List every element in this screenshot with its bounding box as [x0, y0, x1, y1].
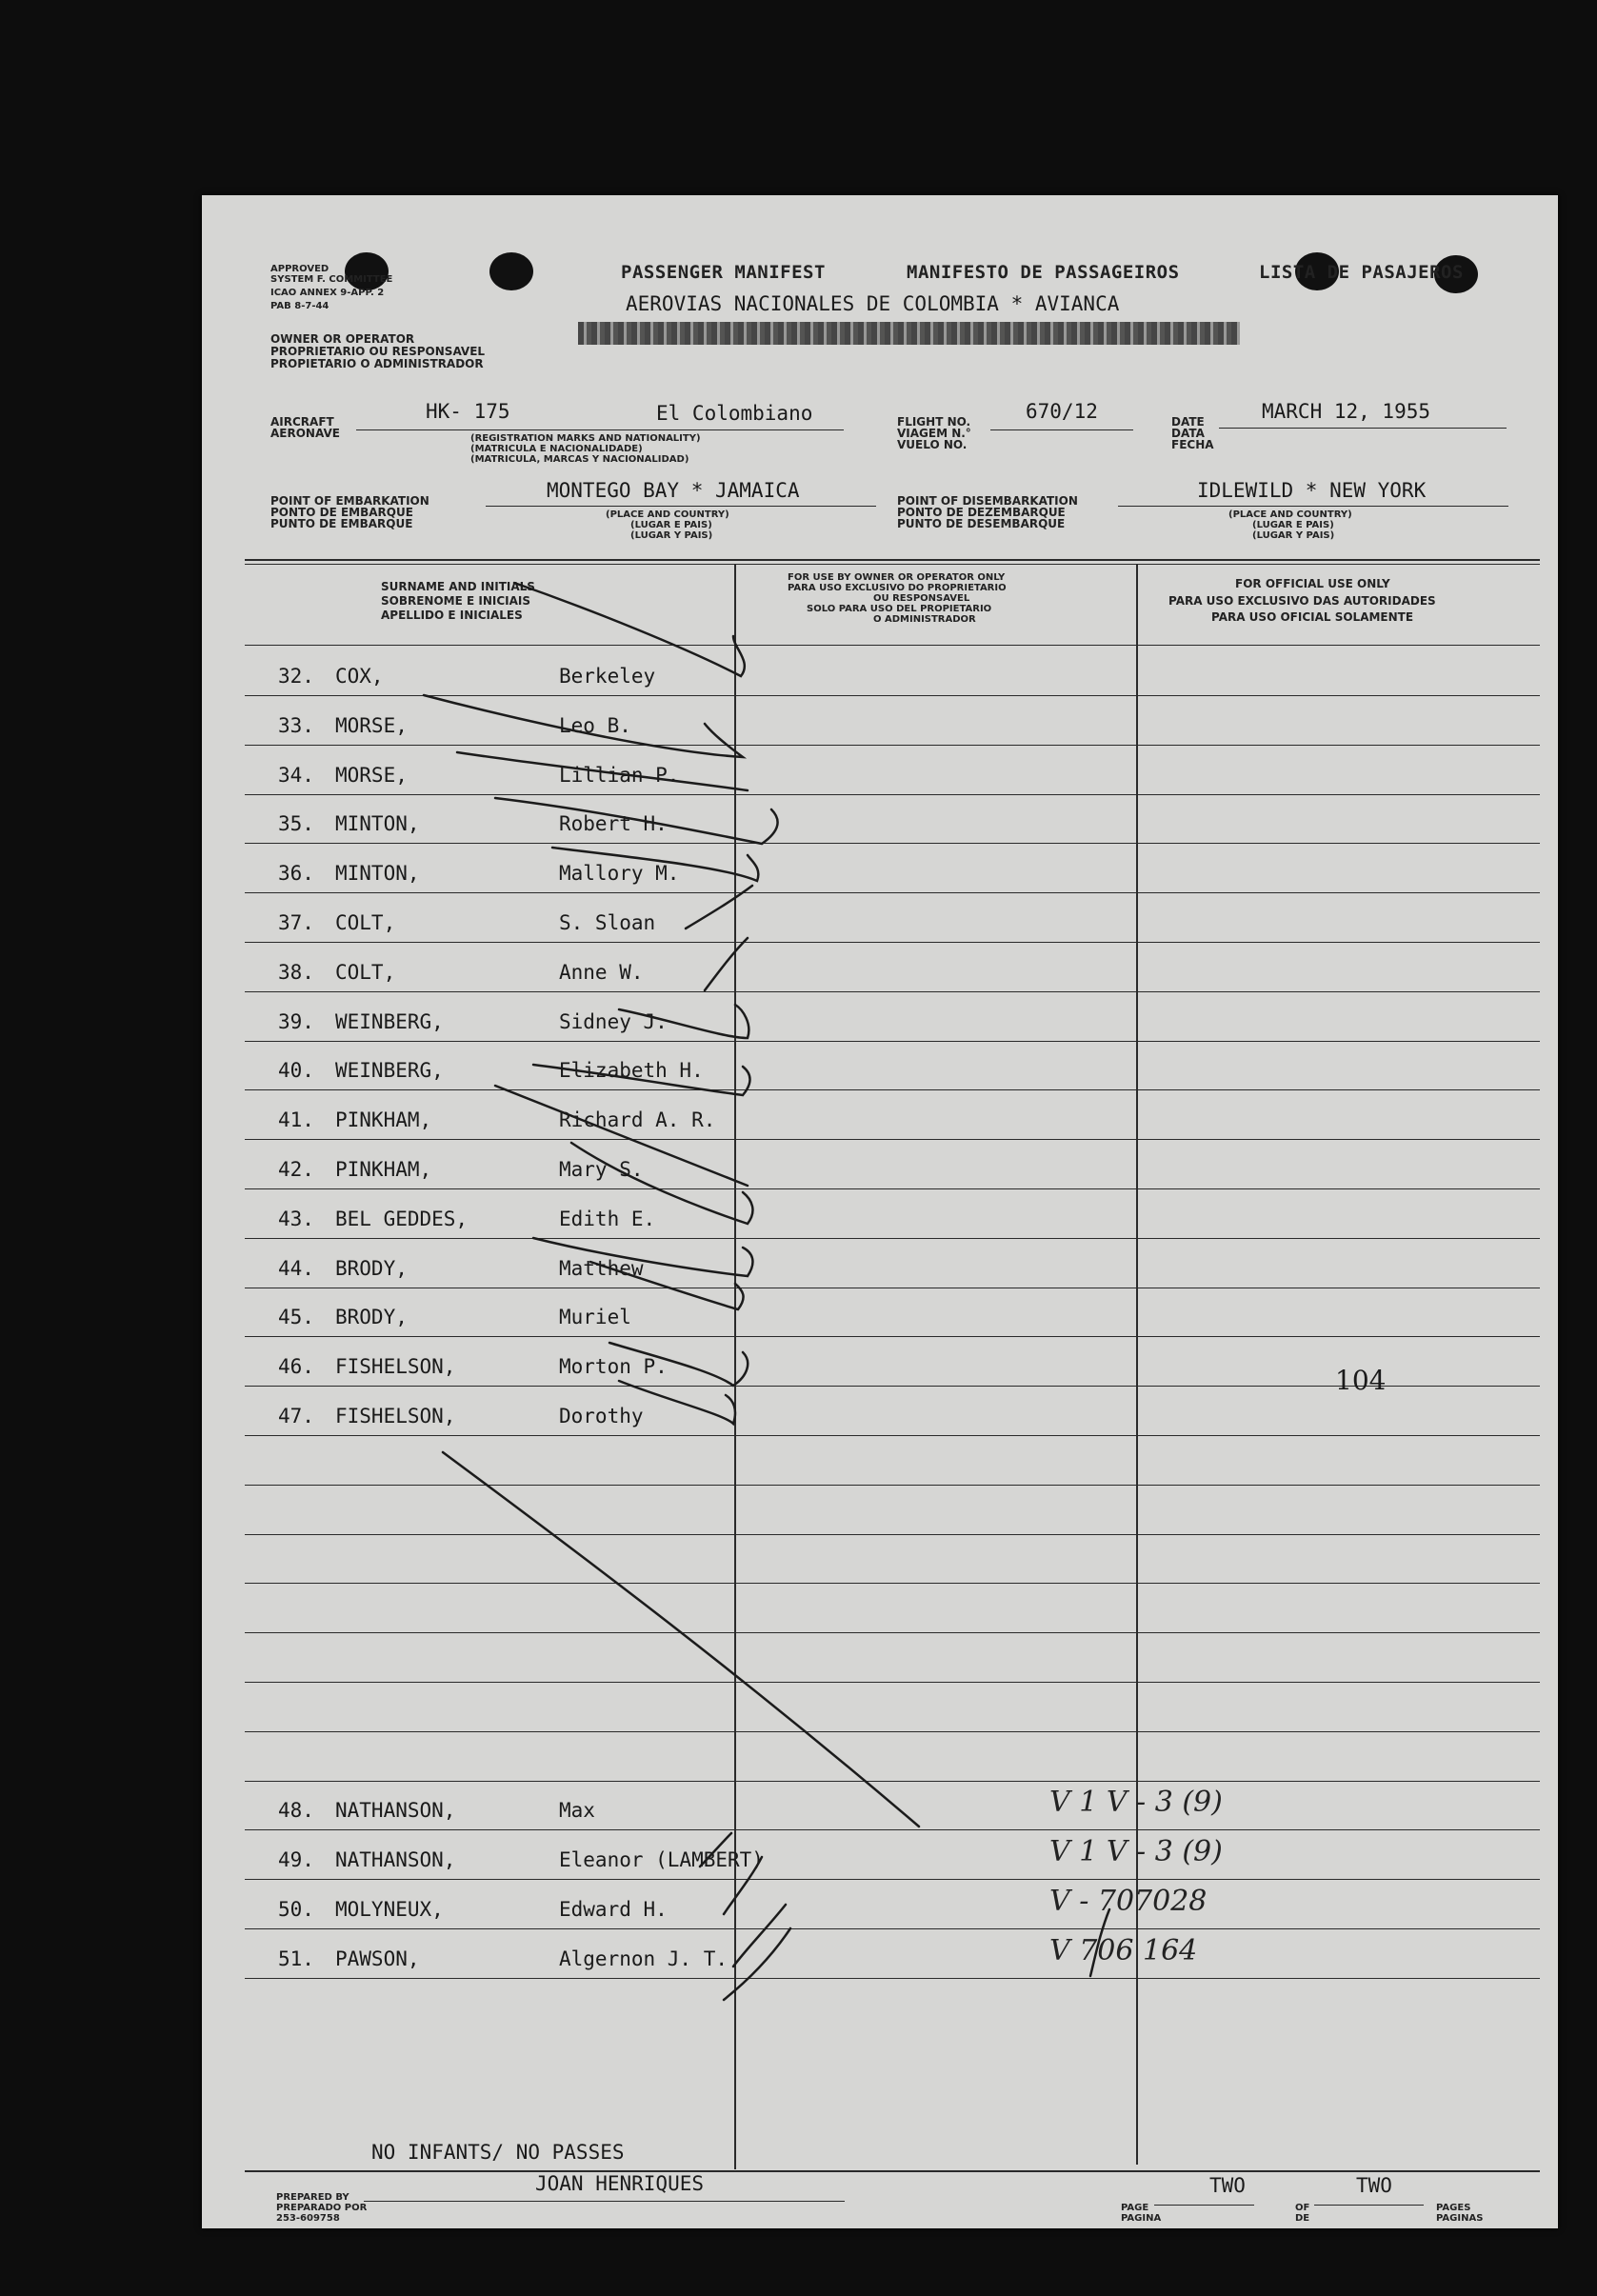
embark-underline: [486, 506, 876, 507]
passenger-number: 45.: [278, 1306, 314, 1328]
flight-underline: [990, 429, 1133, 430]
passenger-row: [202, 961, 1558, 1010]
col-header-official: PARA USO EXCLUSIVO DAS AUTORIDADES: [1168, 594, 1436, 608]
passenger-number: 37.: [278, 911, 314, 934]
table-top-rule: [245, 559, 1540, 561]
row-rule: [245, 1041, 1540, 1042]
disembark-place-note: (LUGAR Y PAIS): [1252, 530, 1335, 541]
of-label: DE: [1295, 2213, 1310, 2224]
reg-note: (MATRICULA, MARCAS Y NACIONALIDAD): [470, 454, 689, 465]
col-header-owner: OU RESPONSAVEL: [873, 593, 970, 604]
aircraft-registration: HK- 175: [426, 400, 510, 423]
passenger-given-name: Edith E.: [559, 1208, 656, 1230]
passenger-given-name: Anne W.: [559, 961, 644, 984]
passenger-surname: FISHELSON,: [335, 1355, 456, 1378]
flight-label: FLIGHT NO.: [897, 415, 971, 429]
row-rule: [245, 1632, 1540, 1633]
embark-place: MONTEGO BAY * JAMAICA: [547, 479, 800, 502]
passenger-surname: MINTON,: [335, 862, 420, 885]
row-rule: [245, 1781, 1540, 1782]
operator-name: AEROVIAS NACIONALES DE COLOMBIA * AVIANCA: [626, 292, 1120, 315]
row-rule: [245, 1583, 1540, 1584]
passenger-number: 41.: [278, 1108, 314, 1131]
aircraft-label: AIRCRAFT: [270, 415, 334, 429]
passenger-row: [202, 812, 1558, 862]
passenger-number: 47.: [278, 1405, 314, 1428]
passenger-row: [202, 1405, 1558, 1454]
passenger-visa-note: V 1 V - 3 (9): [1049, 1835, 1223, 1868]
flight-label: VIAGEM N.°: [897, 427, 971, 440]
date-label: FECHA: [1171, 438, 1214, 451]
passenger-given-name: Algernon J. T.: [559, 1947, 729, 1970]
row-rule: [245, 991, 1540, 992]
embark-place-note: (LUGAR Y PAIS): [630, 530, 713, 541]
passenger-given-name: Mary S.: [559, 1158, 644, 1181]
reg-note: (MATRICULA E NACIONALIDADE): [470, 444, 643, 454]
passenger-row: [202, 1059, 1558, 1108]
col-header-owner: SOLO PARA USO DEL PROPIETARIO: [807, 604, 992, 614]
passenger-number: 48.: [278, 1799, 314, 1822]
passenger-number: 50.: [278, 1898, 314, 1921]
row-rule: [245, 1238, 1540, 1239]
passenger-row: [202, 1835, 1558, 1898]
passenger-number: 33.: [278, 714, 314, 737]
passenger-given-name: Elizabeth H.: [559, 1059, 704, 1082]
row-rule: [245, 1435, 1540, 1436]
passenger-number: 36.: [278, 862, 314, 885]
disembark-label: PONTO DE DEZEMBARQUE: [897, 506, 1066, 519]
approval-line: ICAO ANNEX 9-APP. 2: [270, 288, 385, 298]
passenger-surname: MINTON,: [335, 812, 420, 835]
passenger-visa-note: V - 707028: [1049, 1885, 1208, 1918]
total-pages: TWO: [1356, 2174, 1392, 2197]
prepared-by: JOAN HENRIQUES: [535, 2172, 705, 2195]
punch-hole: [345, 252, 389, 290]
passenger-given-name: Dorothy: [559, 1405, 644, 1428]
passenger-number: 51.: [278, 1947, 314, 1970]
passenger-surname: BRODY,: [335, 1257, 408, 1280]
passenger-row: [202, 1306, 1558, 1355]
col-header-names: APELLIDO E INICIALES: [381, 609, 523, 622]
disembark-label: PUNTO DE DESEMBARQUE: [897, 517, 1066, 530]
row-rule: [245, 1731, 1540, 1732]
disembark-place: IDLEWILD * NEW YORK: [1197, 479, 1427, 502]
passenger-row: [202, 1602, 1558, 1651]
page-label: PAGINA: [1121, 2213, 1162, 2224]
passenger-given-name: S. Sloan: [559, 911, 656, 934]
passenger-number: 44.: [278, 1257, 314, 1280]
passenger-surname: BRODY,: [335, 1306, 408, 1328]
row-rule: [245, 1928, 1540, 1929]
passenger-number: 42.: [278, 1158, 314, 1181]
passenger-number: 32.: [278, 665, 314, 688]
title-portuguese: MANIFESTO DE PASSAGEIROS: [907, 262, 1180, 283]
row-rule: [245, 1188, 1540, 1189]
passenger-given-name: Berkeley: [559, 665, 656, 688]
passenger-row: [202, 1701, 1558, 1750]
passenger-number: 49.: [278, 1848, 314, 1871]
passenger-row: [202, 1454, 1558, 1504]
col-header-owner: O ADMINISTRADOR: [873, 614, 976, 625]
date-label: DATA: [1171, 427, 1205, 440]
passenger-row: [202, 1504, 1558, 1553]
approval-line: APPROVED: [270, 264, 329, 274]
col-header-official: PARA USO OFICIAL SOLAMENTE: [1211, 610, 1414, 624]
passenger-row: [202, 714, 1558, 764]
footer-rule: [245, 2170, 1540, 2172]
passenger-row: [202, 911, 1558, 961]
embark-place-note: (LUGAR E PAIS): [630, 520, 712, 530]
passenger-row: [202, 1108, 1558, 1158]
disembark-label: POINT OF DISEMBARKATION: [897, 494, 1078, 508]
passenger-row: [202, 665, 1558, 714]
passenger-surname: NATHANSON,: [335, 1848, 456, 1871]
punch-hole: [489, 252, 533, 290]
pages-label: PAGES: [1436, 2203, 1471, 2213]
embark-label: PONTO DE EMBARQUE: [270, 506, 413, 519]
date-label: DATE: [1171, 415, 1205, 429]
prepared-label: 253-609758: [276, 2213, 340, 2224]
owner-label: PROPRIETARIO OU RESPONSAVEL: [270, 345, 486, 358]
passenger-surname: BEL GEDDES,: [335, 1208, 469, 1230]
row-rule: [245, 1089, 1540, 1090]
passenger-visa-note: V 1 V - 3 (9): [1049, 1786, 1223, 1819]
reg-note: (REGISTRATION MARKS AND NATIONALITY): [470, 433, 701, 444]
row-rule: [245, 695, 1540, 696]
pages-label: PAGINAS: [1436, 2213, 1484, 2224]
row-rule: [245, 794, 1540, 795]
aircraft-label: AERONAVE: [270, 427, 340, 440]
flight-date: MARCH 12, 1955: [1262, 400, 1431, 423]
passenger-surname: COLT,: [335, 961, 396, 984]
row-rule: [245, 1829, 1540, 1830]
page-label: PAGE: [1121, 2203, 1149, 2213]
col-header-official: FOR OFFICIAL USE ONLY: [1235, 577, 1390, 590]
row-rule: [245, 843, 1540, 844]
owner-label: OWNER OR OPERATOR: [270, 332, 415, 346]
passenger-number: 38.: [278, 961, 314, 984]
passenger-number: 40.: [278, 1059, 314, 1082]
approval-line: PAB 8-7-44: [270, 301, 329, 311]
row-rule: [245, 1682, 1540, 1683]
passenger-given-name: Muriel: [559, 1306, 631, 1328]
passenger-number: 35.: [278, 812, 314, 835]
passenger-row: [202, 862, 1558, 911]
passenger-surname: WEINBERG,: [335, 1059, 444, 1082]
col-header-names: SURNAME AND INITIALS: [381, 580, 535, 593]
manifest-sheet: [202, 195, 1558, 2228]
infants-note: NO INFANTS/ NO PASSES: [371, 2141, 625, 2164]
table-top-rule: [245, 564, 1540, 565]
passenger-number: 46.: [278, 1355, 314, 1378]
aircraft-underline: [356, 429, 844, 430]
aircraft-name: El Colombiano: [656, 402, 813, 425]
row-rule: [245, 1978, 1540, 1979]
flight-number: 670/12: [1026, 400, 1098, 423]
pages-underline: [1314, 2205, 1424, 2206]
passenger-given-name: Sidney J.: [559, 1010, 668, 1033]
row-rule: [245, 1139, 1540, 1140]
passenger-surname: COX,: [335, 665, 384, 688]
title-spanish: LISTA DE PASAJEROS: [1259, 262, 1464, 283]
disembark-underline: [1118, 506, 1508, 507]
passenger-given-name: Lillian P.: [559, 764, 680, 787]
passenger-given-name: Edward H.: [559, 1898, 668, 1921]
passenger-given-name: Morton P.: [559, 1355, 668, 1378]
passenger-number: 43.: [278, 1208, 314, 1230]
column-header-rule: [245, 645, 1540, 646]
owner-label: PROPIETARIO O ADMINISTRADOR: [270, 357, 484, 370]
passenger-surname: MORSE,: [335, 714, 408, 737]
passenger-row: [202, 764, 1558, 813]
passenger-given-name: Mallory M.: [559, 862, 680, 885]
row-rule: [245, 1879, 1540, 1880]
passenger-surname: WEINBERG,: [335, 1010, 444, 1033]
passenger-surname: COLT,: [335, 911, 396, 934]
row-rule: [245, 745, 1540, 746]
passenger-row: [202, 1208, 1558, 1257]
passenger-number: 39.: [278, 1010, 314, 1033]
prepared-label: PREPARADO POR: [276, 2203, 368, 2213]
passenger-given-name: Richard A. R.: [559, 1108, 716, 1131]
prepared-underline: [364, 2201, 845, 2202]
row-rule: [245, 892, 1540, 893]
flight-label: VUELO NO.: [897, 438, 968, 451]
row-rule: [245, 942, 1540, 943]
passenger-surname: PAWSON,: [335, 1947, 420, 1970]
passenger-row: [202, 1651, 1558, 1701]
struck-operator-name: [578, 322, 1240, 345]
passenger-given-name: Matthew: [559, 1257, 644, 1280]
page-underline: [1154, 2205, 1254, 2206]
row-rule: [245, 1336, 1540, 1337]
official-mark: 104: [1335, 1365, 1387, 1396]
passenger-row: [202, 1257, 1558, 1307]
passenger-surname: MORSE,: [335, 764, 408, 787]
passenger-row: [202, 1158, 1558, 1208]
passenger-surname: PINKHAM,: [335, 1108, 432, 1131]
embark-label: PUNTO DE EMBARQUE: [270, 517, 413, 530]
page-number: TWO: [1209, 2174, 1246, 2197]
date-underline: [1219, 428, 1507, 429]
embark-label: POINT OF EMBARKATION: [270, 494, 429, 508]
prepared-label: PREPARED BY: [276, 2192, 349, 2203]
disembark-place-note: (LUGAR E PAIS): [1252, 520, 1334, 530]
embark-place-note: (PLACE AND COUNTRY): [606, 509, 729, 520]
col-header-owner: FOR USE BY OWNER OR OPERATOR ONLY: [788, 572, 1006, 583]
disembark-place-note: (PLACE AND COUNTRY): [1228, 509, 1352, 520]
passenger-row: [202, 1010, 1558, 1060]
passenger-row: [202, 1934, 1558, 1997]
passenger-row: [202, 1552, 1558, 1602]
passenger-row: [202, 1786, 1558, 1848]
passenger-given-name: Max: [559, 1799, 595, 1822]
approval-line: SYSTEM F. COMMITTEE: [270, 274, 393, 285]
passenger-surname: NATHANSON,: [335, 1799, 456, 1822]
passenger-number: 34.: [278, 764, 314, 787]
passenger-surname: MOLYNEUX,: [335, 1898, 444, 1921]
col-header-owner: PARA USO EXCLUSIVO DO PROPRIETARIO: [788, 583, 1007, 593]
passenger-given-name: Eleanor (LAMBERT): [559, 1848, 764, 1871]
passenger-surname: FISHELSON,: [335, 1405, 456, 1428]
passenger-surname: PINKHAM,: [335, 1158, 432, 1181]
col-header-names: SOBRENOME E INICIAIS: [381, 594, 531, 608]
row-rule: [245, 1534, 1540, 1535]
passenger-row: [202, 1885, 1558, 1947]
passenger-row: [202, 1750, 1558, 1800]
passenger-visa-note: V 706 164: [1049, 1934, 1198, 1967]
passenger-given-name: Robert H.: [559, 812, 668, 835]
title-english: PASSENGER MANIFEST: [621, 262, 826, 283]
passenger-given-name: Leo B.: [559, 714, 631, 737]
of-label: OF: [1295, 2203, 1310, 2213]
row-rule: [245, 1485, 1540, 1486]
